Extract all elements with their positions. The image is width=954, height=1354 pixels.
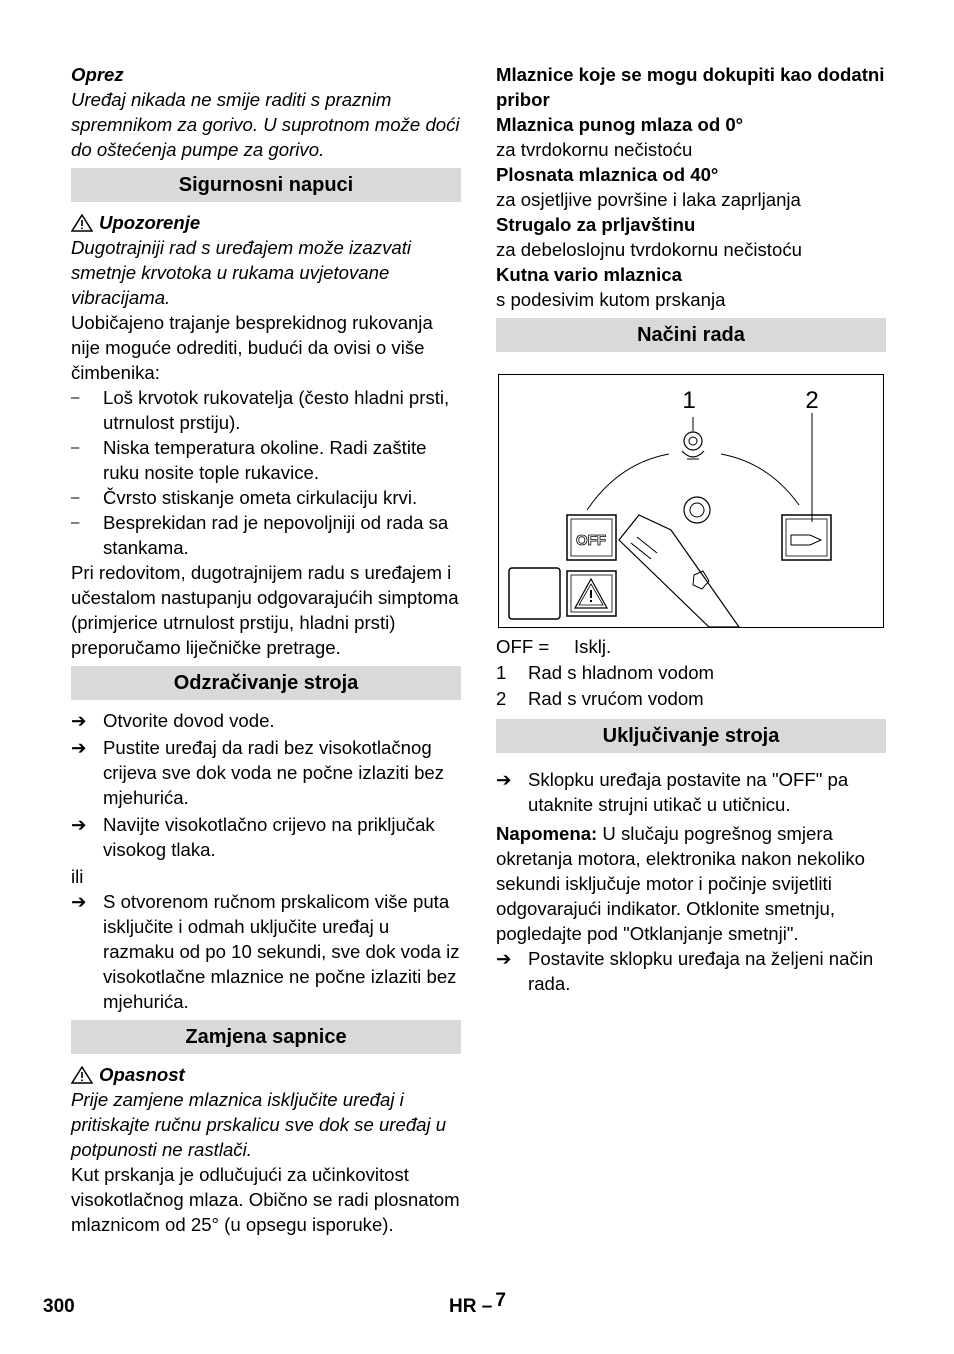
section-heading-venting: Odzračivanje stroja xyxy=(71,666,461,700)
footer-separator: – xyxy=(481,1296,493,1317)
footer-lang-code: HR xyxy=(449,1296,477,1317)
off-button-icon xyxy=(567,515,616,560)
legend-row: 2 Rad s vrućom vodom xyxy=(496,688,704,709)
mode-switch-figure xyxy=(498,374,884,628)
arrow-icon: ➔ xyxy=(71,814,87,835)
arrow-icon: ➔ xyxy=(71,737,87,758)
arrow-icon: ➔ xyxy=(71,891,87,912)
list-item: ➔ Postavite sklopku uređaja na željeni način rada. xyxy=(496,948,874,994)
list-item: – Besprekidan rad je nepovoljniji od rada sa stankama. xyxy=(71,512,449,558)
label-1: 1 xyxy=(682,387,696,414)
nozzle-name: Strugalo za prljavštinu xyxy=(496,214,696,235)
paragraph: Uobičajeno trajanje besprekidnog rukovanja nije moguće odrediti, budući da ovisi o više čimbenika: xyxy=(71,312,433,383)
nozzle-name: Kutna vario mlaznica xyxy=(496,264,682,285)
footer-lang xyxy=(449,1290,506,1318)
page-number: 300 xyxy=(43,1296,75,1317)
nozzle-name: Mlaznica punog mlaza od 0° xyxy=(496,114,744,135)
legend-row: OFF = Isklj. xyxy=(496,636,612,657)
accessories-title: Mlaznice koje se mogu dokupiti kao dodatni pribor xyxy=(496,64,885,110)
arrow-icon: ➔ xyxy=(496,948,512,969)
arrow-icon: ➔ xyxy=(71,710,87,731)
list-item: – Čvrsto stiskanje ometa cirkulaciju krvi. xyxy=(71,487,418,508)
list-item: ➔ S otvorenom ručnom prskalicom više puta isključite i odmah uključite uređaj u razmaku od po 10 sekundi, sve dok voda iz visokotlačne mlaznice ne počne izlaziti bez mjehurića. xyxy=(71,891,460,1012)
list-item: ➔ Sklopku uređaja postavite na "OFF" pa utaknite strujni utikač u utičnicu. xyxy=(496,769,849,815)
nozzle-mode-icon xyxy=(782,515,831,560)
warning-text: Dugotrajniji rad s uređajem može izazvati smetnje krvotoka u rukama uvjetovane vibracijama. xyxy=(71,237,411,308)
section-heading-nozzle-change: Zamjena sapnice xyxy=(71,1020,461,1054)
note-text: U slučaju pogrešnog smjera okretanja motora, elektronika nakon nekoliko sekundi isključuje motor i počinje svijetliti odgovarajući indikator. Otklonite smetnju, pogledajte pod "Otklanjanje smetnji". xyxy=(496,823,865,944)
nozzle-desc: s podesivim kutom prskanja xyxy=(496,289,726,310)
caution-title: Oprez xyxy=(71,64,124,85)
list-item: ➔ Navijte visokotlačno crijevo na priključak visokog tlaka. xyxy=(71,814,435,860)
warning-triangle-icon xyxy=(71,1066,93,1084)
list-item: ➔ Pustite uređaj da radi bez visokotlačnog crijeva sve dok voda ne počne izlaziti bez mjehurića. xyxy=(71,737,445,808)
list-item: ➔ Otvorite dovod vode. xyxy=(71,710,275,731)
nozzle-desc: za osjetljive površine i laka zaprljanja xyxy=(496,189,801,210)
cold-water-icon xyxy=(682,432,704,459)
left-column xyxy=(71,62,461,1237)
caution-text: Uređaj nikada ne smije raditi s praznim spremnikom za gorivo. U suprotnom može doći do oštećenja pumpe za gorivo. xyxy=(71,89,460,160)
right-column xyxy=(496,62,886,998)
danger-label-row xyxy=(71,1062,461,1087)
list-item: – Niska temperatura okoline. Radi zaštite ruku nosite tople rukavice. xyxy=(71,437,427,483)
warning-label: Upozorenje xyxy=(99,212,201,233)
arrow-icon: ➔ xyxy=(496,769,512,790)
mode-switch-diagram xyxy=(499,375,883,627)
or-text: ili xyxy=(71,866,84,887)
note-paragraph xyxy=(496,821,886,946)
section-heading-safety: Sigurnosni napuci xyxy=(71,168,461,202)
danger-label: Opasnost xyxy=(99,1064,185,1085)
note-label: Napomena: xyxy=(496,823,598,844)
section-heading-switch-on: Uključivanje stroja xyxy=(496,719,886,753)
legend-row: 1 Rad s hladnom vodom xyxy=(496,662,715,683)
nozzle-desc: za debeloslojnu tvrdokornu nečistoću xyxy=(496,239,802,260)
list-item: – Loš krvotok rukovatelja (često hladni prsti, utrnulost prstiju). xyxy=(71,387,450,433)
off-icon-text: OFF xyxy=(576,532,606,549)
warning-triangle-icon xyxy=(71,214,93,232)
paragraph: Kut prskanja je odlučujući za učinkovitost visokotlačnog mlaza. Obično se radi plosnatom mlaznicom od 25° (u opsegu isporuke). xyxy=(71,1164,460,1235)
nozzle-name: Plosnata mlaznica od 40° xyxy=(496,164,719,185)
footer-lang-page: 7 xyxy=(495,1290,506,1311)
nozzle-desc: za tvrdokornu nečistoću xyxy=(496,139,693,160)
section-heading-modes: Načini rada xyxy=(496,318,886,352)
paragraph: Pri redovitom, dugotrajnijem radu s uređajem i učestalom nastupanju odgovarajućih simptoma (primjerice utrnulost prstiju, hladni prsti) preporučamo liječničke pretrage. xyxy=(71,562,459,658)
label-2: 2 xyxy=(805,387,819,414)
danger-text: Prije zamjene mlaznica isključite uređaj i pritiskajte ručnu prskalicu sve dok se uređaj u potpunosti ne rastlači. xyxy=(71,1089,447,1160)
warning-label-row xyxy=(71,210,461,235)
dash-list xyxy=(71,385,461,560)
warning-box-icon xyxy=(567,571,616,616)
